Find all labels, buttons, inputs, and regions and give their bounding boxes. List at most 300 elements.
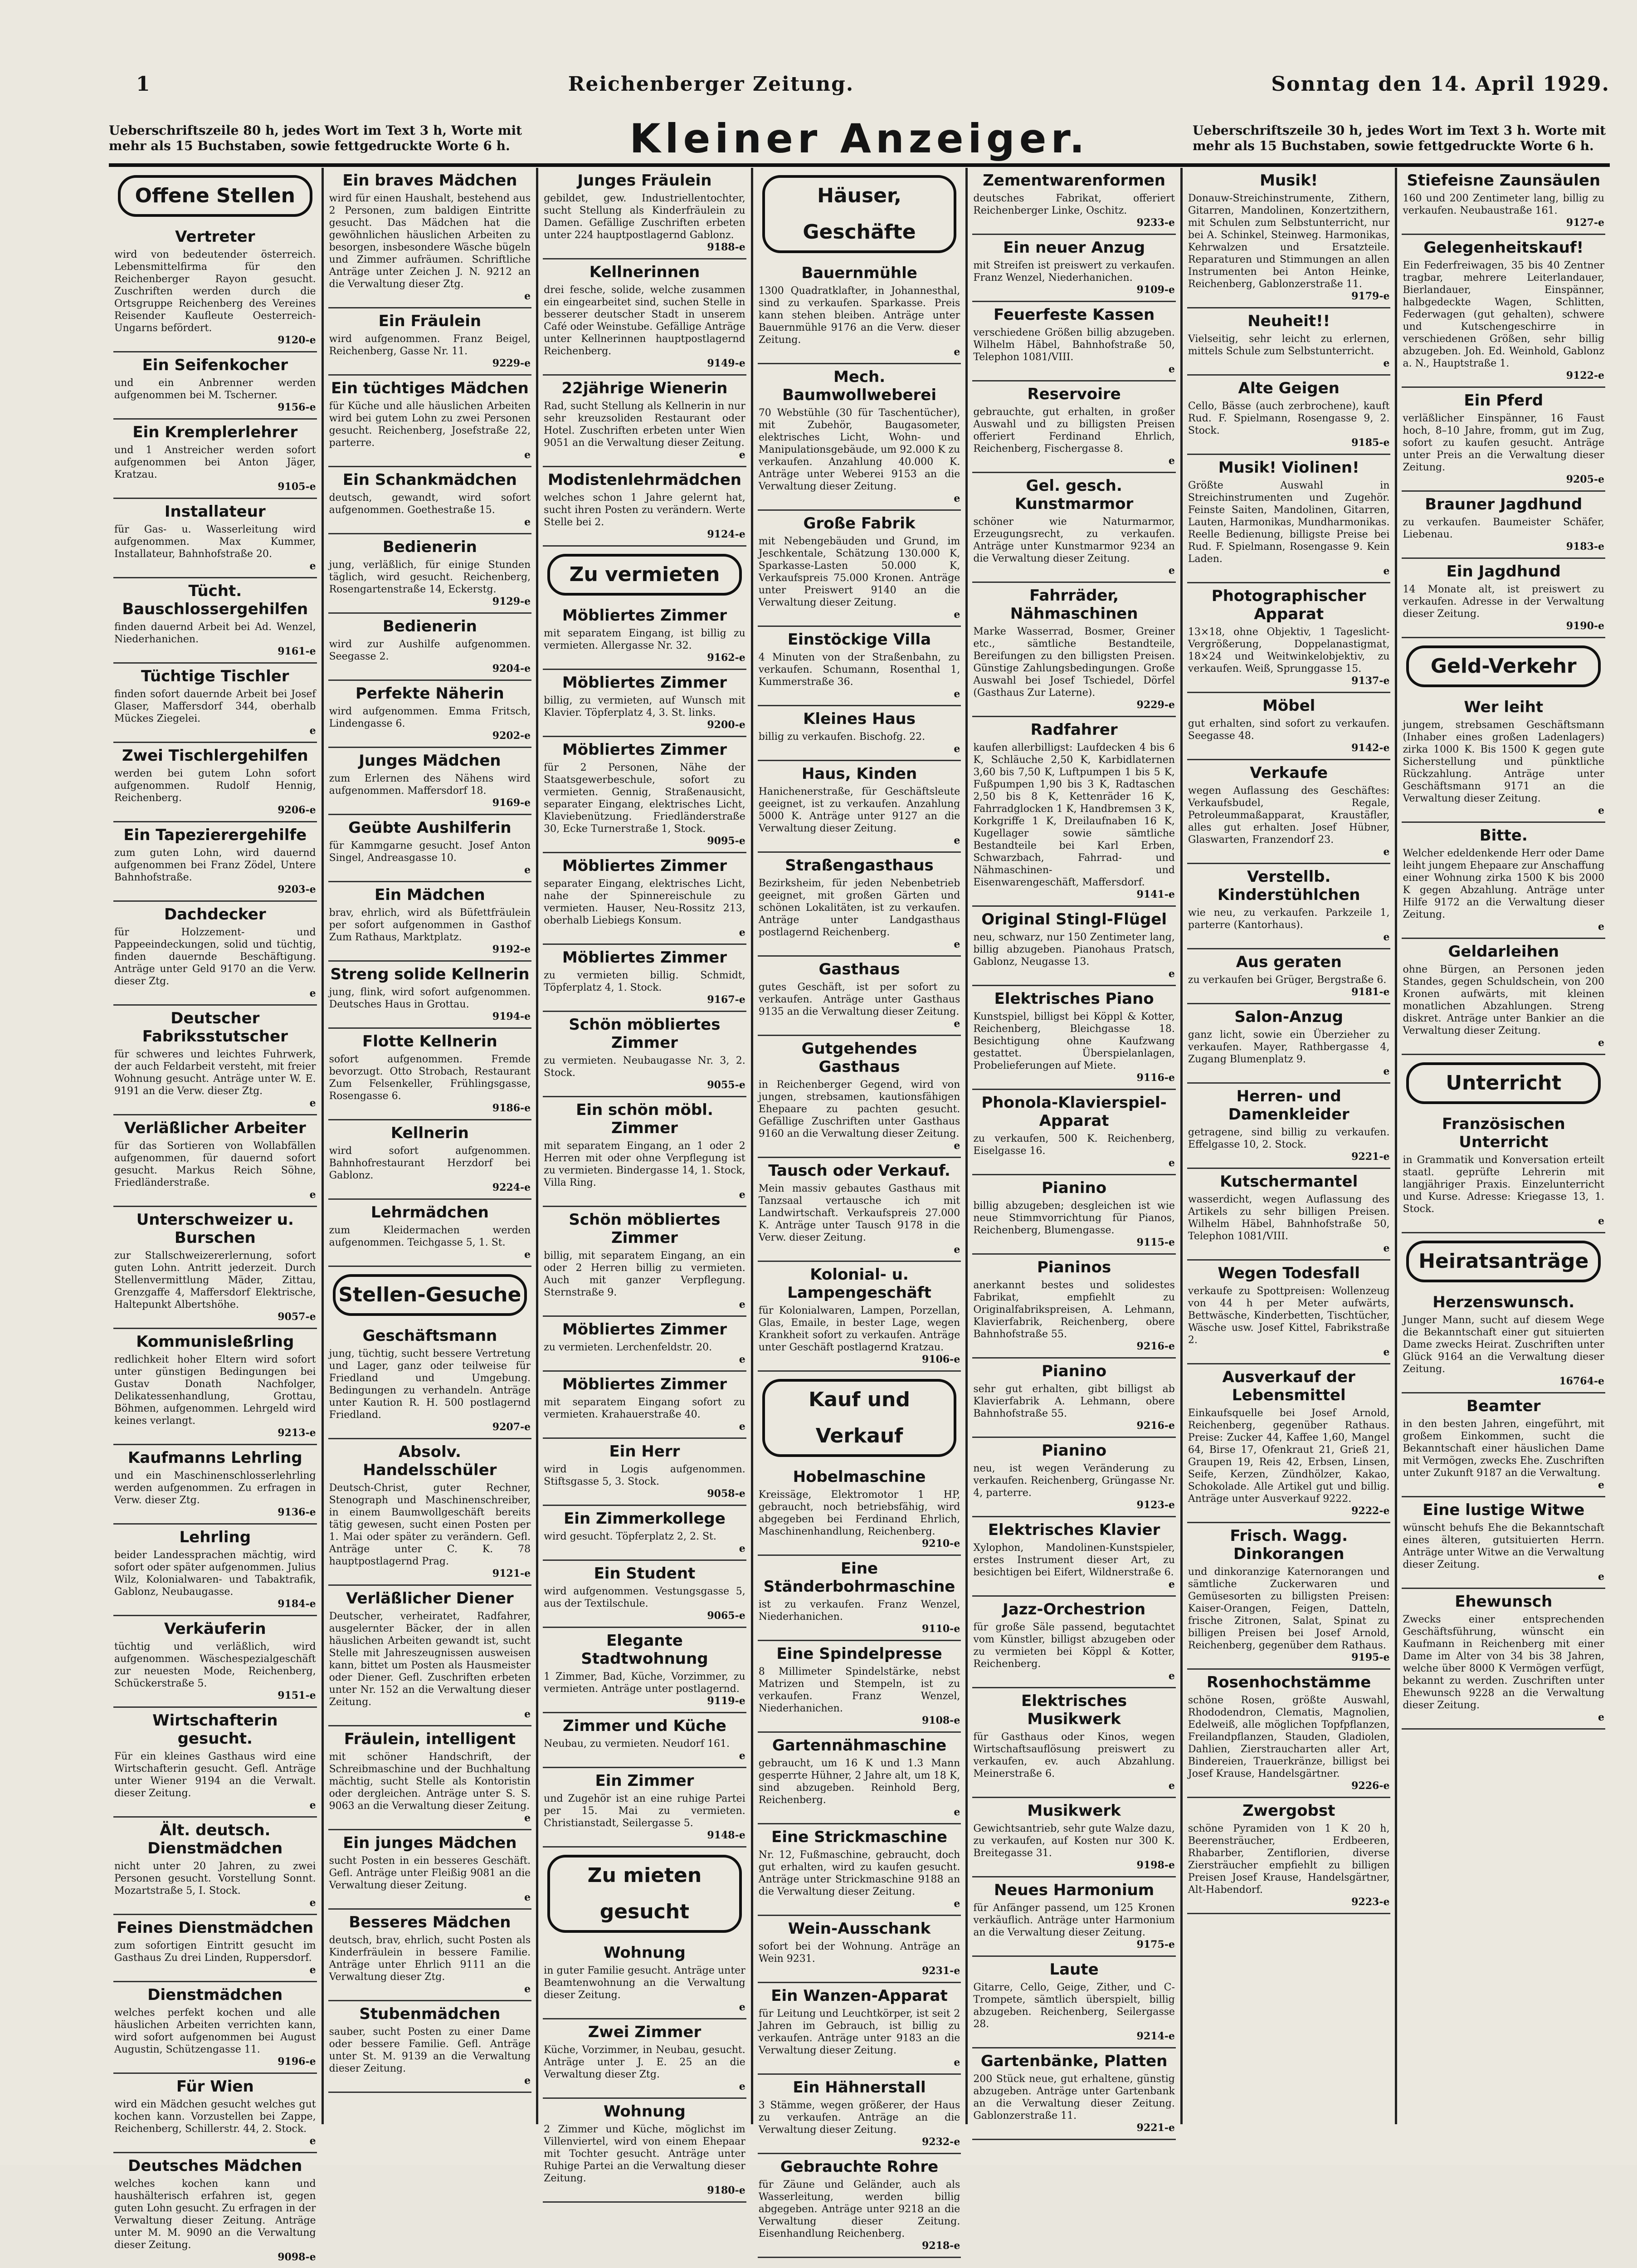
ad-heading: Möbliertes Zimmer: [562, 674, 727, 692]
ad-code: 9179-e: [1351, 290, 1390, 302]
ad-heading: Straßengasthaus: [785, 856, 934, 875]
ad-body: 14 Monate alt, ist preiswert zu verkaufen. Adresse in der Verwaltung dieser Zeitung.: [1403, 584, 1605, 620]
ad-heading: Herren- und Damenkleider: [1228, 1087, 1350, 1124]
classified-ad: [758, 853, 961, 957]
ad-heading: Junges Mädchen: [359, 752, 501, 770]
ad-body: Kreissäge, Elektromotor 1 HP, gebraucht, noch betriebsfähig, wird abgegeben bei Ferdinand Ehrlich, Maschinenhandlung, Reichenberg.: [758, 1489, 960, 1537]
ad-body: finden dauernd Arbeit bei Ad. Wenzel, Niederhanichen.: [114, 621, 316, 645]
classified-ad: [543, 853, 746, 945]
classified-ad: [972, 1090, 1176, 1175]
ad-heading: Gebrauchte Rohre: [780, 2158, 939, 2176]
classified-ad: [328, 614, 532, 681]
classified-ad: [543, 259, 746, 376]
classified-columns: [109, 168, 1610, 2263]
ad-body: wegen Auflassung des Geschäftes: Verkaufsbudel, Regale, Petroleummaßapparat, Kraustäfler, alles gut erhalten. Josef Hübner, Glaswarten, Franzendorf 23.: [1188, 785, 1390, 846]
classified-ad: [1402, 388, 1605, 492]
ad-body: neu, ist wegen Veränderung zu verkaufen. Reichenberg, Grüngasse Nr. 4, parterre.: [973, 1463, 1175, 1499]
column-4: [751, 168, 966, 2252]
classified-ad: [328, 815, 532, 882]
ad-code: 9221-e: [1136, 2122, 1175, 2134]
ad-code: e: [1168, 363, 1175, 375]
classified-ad: [543, 737, 746, 853]
ad-heading: Geübte Aushilferin: [348, 819, 512, 837]
classified-ad: [972, 1877, 1176, 1957]
ad-body: und 1 Anstreicher werden sofort aufgenommen bei Anton Jäger, Kratzau.: [114, 445, 316, 480]
ad-heading: Verläßlicher Diener: [346, 1589, 514, 1608]
ad-code: 9184-e: [278, 1598, 316, 1610]
ad-body: gebildet, gew. Industriellentochter, sucht Stellung als Kinderfräulein zu Damen. Gefällige Zuschriften erbeten unter 224 hauptpostlagernd Gablonz.: [544, 193, 745, 241]
classified-ad: [972, 381, 1176, 473]
ad-body: wie neu, zu verkaufen. Parkzeile 1, parterre (Kantorhaus).: [1188, 907, 1390, 931]
ad-code: 9137-e: [1351, 675, 1390, 687]
ad-body: Gewichtsantrieb, sehr gute Walze dazu, zu verkaufen, auf Kosten nur 300 K. Breitegasse 31.: [973, 1823, 1175, 1859]
ad-body: billig zu verkaufen. Bischofg. 22.: [758, 731, 926, 743]
ad-heading: Gartennähmaschine: [772, 1736, 947, 1755]
section-heading: Zu vermieten: [547, 554, 742, 596]
classified-ad: [543, 603, 746, 670]
ad-heading: Fahrräder, Nähmaschinen: [1010, 587, 1138, 623]
ad-code: 9057-e: [278, 1311, 316, 1323]
ad-code: e: [1598, 1571, 1605, 1583]
ad-body: separater Eingang, elektrisches Licht, nahe der Spinnereischule zu vermieten. Hauser, Neu-Rossitz 213, oberhalb Liebiegs Konsum.: [544, 878, 745, 926]
ad-body: für große Säle passend, begutachtet vom Künstler, billigst abzugeben oder zu vermieten bei Köppl & Kotter, Reichenberg.: [973, 1622, 1175, 1670]
ad-code: e: [524, 290, 531, 302]
classified-ad: [543, 1628, 746, 1713]
ad-code: 9223-e: [1351, 1896, 1390, 1908]
classified-ad: [758, 1158, 961, 1262]
ad-code: 9127-e: [1566, 217, 1605, 229]
ad-code: 9162-e: [707, 652, 745, 664]
ad-heading: Ein Hähnerstall: [793, 2078, 926, 2097]
ad-heading: Neues Harmonium: [994, 1881, 1155, 1899]
ad-body: 2 Zimmer und Küche, möglichst im Villenviertel, wird von einem Ehepaar mit Tochter gesucht. Anträge unter Ruhige Partei an die Verwaltung dieser Zeitung.: [544, 2124, 745, 2184]
column-6: [1180, 168, 1395, 2124]
classified-ad: [972, 1438, 1176, 1517]
ad-code: 9229-e: [492, 357, 531, 369]
ad-code: e: [954, 688, 960, 700]
ad-code: 9129-e: [492, 596, 531, 607]
ad-heading: Wein-Ausschank: [788, 1920, 931, 1938]
classified-ad: [113, 578, 317, 664]
classified-ad: [328, 748, 532, 815]
ad-body: verkaufe zu Spottpreisen: Wollenzeug von 44 h per Meter aufwärts, Bettwäsche, Kinderbetten, Tischtücher, Wäsche usw. Josef Kittel, Fabrikstraße 2.: [1188, 1286, 1390, 1346]
ad-code: e: [739, 1299, 745, 1310]
ad-heading: Dienstmädchen: [147, 1986, 283, 2004]
ad-heading: Jazz-Orchestrion: [1003, 1600, 1146, 1618]
classified-ad: [113, 822, 317, 902]
ad-code: 9185-e: [1351, 437, 1390, 449]
ad-code: 9203-e: [278, 884, 316, 895]
ad-code: 9194-e: [492, 1011, 531, 1022]
ad-body: zu vermieten billig. Schmidt, Töpferplatz 4, 1. Stock.: [544, 970, 745, 993]
ad-heading: Aus geraten: [1236, 953, 1342, 971]
ad-code: e: [1598, 805, 1605, 816]
ad-body: Größte Auswahl in Streichinstrumenten und Zugehör. Feinste Saiten, Mandolinen, Gitarren, Lauten, Harmonikas, Mundharmonikas. Reelle Bedienung, billigste Preise bei Rud. F. Spielmann, Rosengasse 9. Kein Laden.: [1188, 480, 1390, 565]
ad-heading: Elektrisches Piano: [994, 990, 1154, 1008]
ad-heading: Dachdecker: [164, 905, 266, 924]
ad-heading: Haus, Kinden: [801, 765, 917, 783]
section-header: [109, 113, 1610, 167]
classified-ad: [1187, 864, 1391, 949]
section-heading: Offene Stellen: [118, 175, 312, 217]
ad-heading: Musik! Violinen!: [1218, 459, 1359, 477]
classified-ad: [1187, 583, 1391, 693]
classified-ad: [972, 1688, 1176, 1798]
ad-body: gut erhalten, sind sofort zu verkaufen. Seegasse 48.: [1188, 718, 1390, 742]
ad-code: 9108-e: [921, 1715, 960, 1726]
classified-ad: [113, 902, 317, 1006]
ad-body: Junger Mann, sucht auf diesem Wege die Bekanntschaft einer gut situierten Dame zwecks Heirat. Zuschriften unter Glück 9164 an die Verwaltung dieser Zeitung.: [1403, 1315, 1605, 1375]
ad-code: 9232-e: [921, 2136, 960, 2148]
classified-ad: [113, 1115, 317, 1207]
ad-heading: Kommunisleßrling: [136, 1333, 294, 1351]
ad-heading: Möbliertes Zimmer: [562, 948, 727, 967]
classified-ad: [113, 743, 317, 822]
ad-body: gebraucht, um 16 K und 1.3 Mann gesperrte Hühner, 2 Jahre alt, um 18 K, sind abzugeben. Reinhold Berg, Reichenberg.: [758, 1758, 960, 1806]
classified-ad: [1187, 308, 1391, 376]
classified-ad: [113, 1915, 317, 1982]
ad-body: für Kolonialwaren, Lampen, Porzellan, Glas, Emaile, in bester Lage, wegen Krankheit sofort zu verkaufen. Anträge unter Geschäft postlagernd Kratzau.: [758, 1305, 960, 1353]
ad-code: 9124-e: [707, 528, 745, 540]
page-number: 1: [136, 72, 151, 96]
ad-code: 9195-e: [1351, 1652, 1390, 1663]
ad-heading: Zwergobst: [1242, 1802, 1335, 1820]
classified-ad: [1187, 1364, 1391, 1523]
ad-heading: Gelegenheitskauf!: [1423, 239, 1584, 257]
ad-code: e: [1383, 846, 1390, 858]
ad-heading: Deutsches Mädchen: [128, 2157, 302, 2175]
section-heading: Zu mieten gesucht: [547, 1855, 742, 1933]
ad-heading: Verkäuferin: [164, 1620, 266, 1638]
ad-code: e: [309, 2135, 316, 2147]
ad-body: Deutscher, verheiratet, Radfahrer, ausgelernter Bäcker, der in allen häuslichen Arbeiten gewandt ist, sucht Stelle mit Jahreszeugnissen ausweisen kann, bittet um Posten als Hausmeister oder Diener. Gefl. Zuschriften erbeten unter Nr. 152 an die Verwaltung dieser Zeitung.: [329, 1611, 531, 1708]
ad-code: e: [524, 2075, 531, 2087]
ad-code: 9106-e: [921, 1354, 960, 1365]
ad-body: und ein Anbrenner werden aufgenommen bei M. Tscherner.: [114, 377, 316, 401]
ad-code: e: [1383, 1066, 1390, 1077]
classified-ad: [113, 1982, 317, 2074]
ad-body: Mein massiv gebautes Gasthaus mit Tanzsaal vertausche ich mit Landwirtschaft. Verkaufspreis 27.000 K. Anträge unter Tausch 9178 in die Verw. dieser Zeitung.: [758, 1183, 960, 1243]
ad-code: 9198-e: [1136, 1859, 1175, 1871]
ad-code: e: [1383, 565, 1390, 577]
ad-heading: Zimmer und Küche: [563, 1717, 726, 1735]
ad-code: e: [1168, 1579, 1175, 1590]
classified-ad: [758, 1733, 961, 1824]
classified-ad: [1402, 492, 1605, 559]
ad-code: 9218-e: [921, 2240, 960, 2252]
ad-heading: Zementwarenformen: [983, 171, 1165, 190]
ad-code: e: [1168, 455, 1175, 467]
ad-code: 9214-e: [1136, 2030, 1175, 2042]
ad-heading: Mech. Baumwollweberei: [782, 368, 936, 404]
ad-code: 9058-e: [707, 1488, 745, 1500]
classified-ad: [758, 1464, 961, 1556]
ad-body: gutes Geschäft, ist per sofort zu verkaufen. Anträge unter Gasthaus 9135 an die Verwaltung dieser Zeitung.: [758, 982, 960, 1017]
ad-body: mit schöner Handschrift, der Schreibmaschine und der Buchhaltung mächtig, sucht Stelle als Kontoristin oder dergleichen. Anträge unter S. S. 9063 an die Verwaltung dieser Zeitung.: [329, 1751, 531, 1812]
ad-body: Rad, sucht Stellung als Kellnerin in nur sehr kreuzsoliden Restaurant oder Hotel. Zuschriften erbeten unter Wien 9051 an die Verwaltung dieser Zeitung.: [544, 401, 745, 449]
classified-ad: [113, 2153, 317, 2268]
classified-ad: [543, 1012, 746, 1097]
ad-heading: Laute: [1049, 1960, 1099, 1979]
ad-body: wünscht behufs Ehe die Bekanntschaft eines älteren, gutsituierten Herrn. Anträge unter Witwe an die Verwaltung dieser Zeitung.: [1403, 1522, 1605, 1570]
ad-heading: Bitte.: [1479, 826, 1528, 845]
classified-ad: [1187, 168, 1391, 308]
issue-date: Sonntag den 14. April 1929.: [1271, 72, 1610, 96]
ad-body: und ein Maschinenschlosserlehrling werden aufgenommen. Zu erfragen in Verw. dieser Ztg.: [114, 1470, 316, 1506]
ad-body: Einkaufsquelle bei Josef Arnold, Reichenberg, gegenüber Rathaus. Preise: Zucker 44, Kaffee 1,60, Mangel 64, Birse 17, Ofenkraut 21, Grieß 21, Graupen 19, Reis 42, Erbsen, Linsen, Seife, Kerzen, Zündhölzer, Kakao, Schokolade. Alle Artikel gut und billig. Anträge unter Ausverkauf 9222.: [1188, 1408, 1390, 1505]
ad-code: e: [524, 1812, 531, 1824]
ad-code: 9136-e: [278, 1506, 316, 1518]
ad-code: e: [524, 1983, 531, 1995]
ad-body: für Küche und alle häuslichen Arbeiten wird bei gutem Lohn zu zwei Personen gesucht. Reichenberg, Josefstraße 22, parterre.: [329, 401, 531, 449]
ad-code: 9204-e: [492, 663, 531, 675]
ad-heading: Ein Mädchen: [375, 886, 485, 904]
ad-heading: Musikwerk: [1027, 1802, 1121, 1820]
ad-body: mit separatem Eingang, ist billig zu vermieten. Allergasse Nr. 32.: [544, 628, 745, 651]
ad-body: 13×18, ohne Objektiv, 1 Tageslicht-Vergrößerung, Doppelanastigmat, 18×24 und Weitwinkelobjektiv, zu verkaufen. Weiß, Sprunggasse 15.: [1188, 626, 1390, 675]
classified-ad: [758, 364, 961, 511]
ad-code: 9183-e: [1566, 541, 1605, 552]
classified-ad: [113, 1207, 317, 1329]
ad-heading: Tüchtige Tischler: [141, 667, 289, 685]
ad-code: e: [739, 1354, 745, 1365]
ad-code: 9226-e: [1351, 1780, 1390, 1792]
ad-body: Für ein kleines Gasthaus wird eine Wirtschafterin gesucht. Gefl. Anträge unter Wiener 9194 an die Verwalt. dieser Zeitung.: [114, 1751, 316, 1799]
ad-code: e: [1598, 1479, 1605, 1491]
ad-body: Nr. 12, Fußmaschine, gebraucht, doch gut erhalten, wird zu kaufen gesucht. Anträge unter Strickmaschine 9188 an die Verwaltung dieser Zeitung.: [758, 1849, 960, 1897]
classified-ad: [1187, 1261, 1391, 1364]
ad-heading: Große Fabrik: [803, 514, 916, 533]
ad-heading: Junges Fräulein: [577, 171, 712, 190]
ad-code: 9149-e: [707, 357, 745, 369]
classified-ad: [1187, 949, 1391, 1004]
ad-body: billig, zu vermieten, auf Wunsch mit Klavier. Töpferplatz 4, 3. St. links.: [544, 695, 745, 719]
ad-code: 16764-e: [1559, 1375, 1605, 1387]
ad-heading: Geschäftsmann: [362, 1327, 497, 1345]
ad-body: zum Erlernen des Nähens wird aufgenommen. Maffersdorf 18.: [329, 773, 531, 797]
ad-body: Vielseitig, sehr leicht zu erlernen, mittels Schule zum Selbstunterricht.: [1188, 333, 1390, 357]
ad-code: 9110-e: [921, 1623, 960, 1635]
top-line: [136, 68, 1610, 100]
ad-body: Zwecks einer entsprechenden Geschäftsführung, wünscht ein Kaufmann in Reichenberg mit einer Dame im Alter von 34 bis 38 Jahren, welche über 8000 K Vermögen verfügt, bekannt zu werden. Zuschriften unter Ehewunsch 9228 an die Verwaltung dieser Zeitung.: [1403, 1614, 1605, 1711]
ad-code: 9105-e: [278, 481, 316, 493]
ad-heading: Kolonial- u. Lampengeschäft: [787, 1266, 931, 1302]
ad-code: 9210-e: [921, 1538, 960, 1549]
ad-code: 9196-e: [278, 2056, 316, 2068]
ad-code: e: [1383, 1346, 1390, 1358]
classified-ad: [1402, 1290, 1605, 1393]
ad-heading: Radfahrer: [1030, 721, 1118, 739]
ad-code: e: [309, 1964, 316, 1976]
classified-ad: [758, 260, 961, 364]
ad-heading: Ein junges Mädchen: [343, 1834, 517, 1852]
section-heading: Geld-Verkehr: [1406, 645, 1601, 687]
ad-body: für Kammgarne gesucht. Josef Anton Singel, Andreasgasse 10.: [329, 840, 531, 864]
ad-code: 9123-e: [1136, 1499, 1175, 1511]
ad-code: e: [1383, 931, 1390, 943]
ad-body: wird sofort aufgenommen. Bahnhofrestaurant Herzdorf bei Gablonz.: [329, 1145, 531, 1181]
classified-ad: [758, 2075, 961, 2154]
ad-heading: Zwei Tischlergehilfen: [122, 747, 308, 765]
classified-ad: [972, 235, 1176, 302]
ad-heading: Gel. gesch. Kunstmarmor: [1014, 477, 1134, 513]
ad-body: Hanichenerstraße, für Geschäftsleute geeignet, ist zu verkaufen. Anzahlung 5000 K. Anträge unter 9127 an die Verwaltung dieser Zeitung.: [758, 786, 960, 834]
classified-ad: [328, 1726, 532, 1830]
ad-heading: Deutscher Fabriksstutscher: [142, 1009, 288, 1046]
ad-body: 4 Minuten von der Straßenbahn, zu verkaufen. Schumann, Rosenthal 1, Kummerstraße 36.: [758, 652, 960, 688]
classified-ad: [1187, 760, 1391, 864]
classified-ad: [758, 1641, 961, 1733]
ad-body: nicht unter 20 Jahren, zu zwei Personen gesucht. Vorstellung Sonnt. Mozartstraße 5, I. Stock.: [114, 1861, 316, 1897]
ad-code: e: [1168, 968, 1175, 980]
ad-heading: Beamter: [1466, 1397, 1541, 1415]
ad-heading: Ein Jagdhund: [1446, 562, 1561, 581]
ad-body: schöne Pyramiden von 1 K 20 h, Beerensträucher, Erdbeeren, Rhabarber, Zentiflorien, diverse Ziersträucher empfiehlt zu billigen Preisen Josef Krause, Handelsgärtner, Alt-Habendorf.: [1188, 1823, 1390, 1896]
column-5: [965, 168, 1180, 2134]
ad-heading: Französischen Unterricht: [1442, 1115, 1565, 1151]
ad-body: mit separatem Eingang sofort zu vermieten. Krahauerstraße 40.: [544, 1397, 745, 1420]
ad-heading: Modistenlehrmädchen: [547, 471, 741, 489]
classified-ad: [543, 1561, 746, 1628]
classified-ad: [113, 499, 317, 578]
ad-code: e: [954, 938, 960, 950]
ad-code: 9206-e: [278, 804, 316, 816]
ad-body: ist zu verkaufen. Franz Wenzel, Niederhanichen.: [758, 1599, 960, 1623]
ad-code: 9213-e: [278, 1427, 316, 1439]
ad-code: e: [739, 1421, 745, 1432]
classified-ad: [543, 2019, 746, 2099]
classified-ad: [758, 1036, 961, 1158]
classified-ad: [543, 670, 746, 737]
classified-ad: [328, 962, 532, 1029]
classified-ad: [1402, 235, 1605, 388]
ad-body: deutsch, brav, ehrlich, sucht Posten als Kinderfräulein in bessere Familie. Anträge unter Ehrlich 9111 an die Verwaltung dieser Ztg.: [329, 1935, 531, 1983]
ad-code: 9175-e: [1136, 1939, 1175, 1950]
classified-ad: [1402, 1393, 1605, 1497]
ad-body: Gitarre, Cello, Geige, Zither, und C-Trompete, sämtlich überspielt, billig abzugeben. Reichenberg, Seilergasse 28.: [973, 1982, 1175, 2030]
ad-heading: Wohnung: [604, 1944, 686, 1962]
ad-heading: Wohnung: [604, 2102, 686, 2121]
ad-heading: Ehewunsch: [1455, 1593, 1553, 1611]
ad-heading: Gasthaus: [818, 960, 900, 978]
ad-code: 9115-e: [1136, 1237, 1175, 1248]
ad-code: 9065-e: [707, 1610, 745, 1622]
ad-heading: Stubenmädchen: [359, 2005, 501, 2023]
ad-heading: Ein Zimmerkollege: [564, 1510, 726, 1528]
ad-heading: Vertreter: [175, 228, 255, 246]
ad-heading: Verkaufe: [1250, 764, 1328, 782]
ad-body: verläßlicher Einspänner, 16 Faust hoch, 8–10 Jahre, fromm, gut im Zug, sofort zu kaufen gesucht. Anträge unter Preis an die Verwaltung dieser Zeitung.: [1403, 413, 1605, 473]
classified-ad: [113, 224, 317, 352]
ad-body: jung, flink, wird sofort aufgenommen. Deutsches Haus in Grottau.: [329, 987, 531, 1010]
ad-code: 9222-e: [1351, 1505, 1390, 1517]
ad-code: 9205-e: [1566, 474, 1605, 485]
classified-ad: [113, 1616, 317, 1708]
ad-heading: Elektrisches Musikwerk: [1021, 1692, 1127, 1728]
classified-ad: [113, 1006, 317, 1115]
ad-heading: Möbliertes Zimmer: [562, 1320, 727, 1339]
ad-heading: Ein braves Mädchen: [342, 171, 517, 190]
ad-body: deutsch, gewandt, wird sofort aufgenommen. Goethestraße 15.: [329, 492, 531, 516]
ad-code: e: [1598, 1037, 1605, 1049]
classified-ad: [328, 534, 532, 614]
ad-heading: Ausverkauf der Lebensmittel: [1222, 1368, 1355, 1404]
ad-body: jung, verläßlich, für einige Stunden täglich, wird gesucht. Reichenberg, Rosengartenstraße 14, Eckerstg.: [329, 559, 531, 595]
ad-heading: Pianinos: [1037, 1258, 1111, 1276]
ad-code: e: [1168, 1780, 1175, 1792]
classified-ad: [328, 681, 532, 748]
ad-code: 9192-e: [492, 943, 531, 955]
ad-heading: Wirtschafterin gesucht.: [152, 1711, 278, 1748]
ad-code: e: [739, 449, 745, 461]
ad-code: 9156-e: [278, 401, 316, 413]
ad-heading: Möbliertes Zimmer: [562, 606, 727, 625]
ad-heading: Ein neuer Anzug: [1003, 239, 1145, 257]
ad-body: ganz licht, sowie ein Überzieher zu verkaufen. Mayer, Rathbergasse 4, Zugang Blumenplatz 9.: [1188, 1029, 1390, 1065]
masthead: Reichenberger Zeitung.: [568, 72, 854, 96]
ad-code: 9148-e: [707, 1829, 745, 1841]
ad-heading: Flotte Kellnerin: [362, 1032, 497, 1051]
ad-code: e: [1598, 921, 1605, 933]
ad-code: 9231-e: [921, 1965, 960, 1977]
classified-ad: [758, 1983, 961, 2075]
ad-heading: Möbliertes Zimmer: [562, 857, 727, 875]
ad-body: wird in Logis aufgenommen. Stiftsgasse 5, 3. Stock.: [544, 1464, 745, 1487]
ad-body: Xylophon, Mandolinen-Kunstspieler, erstes Instrument dieser Art, zu besichtigen bei Eifert, Wildnerstraße 6.: [973, 1542, 1175, 1578]
ad-body: billig abzugeben; desgleichen ist wie neue Stimmvorrichtung für Pianos, Reichenberg, Blumengasse.: [973, 1200, 1175, 1236]
ad-heading: Verstellb. Kinderstühlchen: [1217, 868, 1360, 904]
ad-code: 9186-e: [492, 1102, 531, 1114]
ad-heading: Zwei Zimmer: [588, 2023, 702, 2041]
ad-code: 9224-e: [492, 1182, 531, 1193]
classified-ad: [113, 1525, 317, 1616]
ad-heading: Schön möbliertes Zimmer: [569, 1211, 721, 1247]
section-heading: Kauf und Verkauf: [762, 1379, 957, 1457]
ad-body: schöne Rosen, größte Auswahl, Rhododendron, Clematis, Magnolien, Edelweiß, alle möglichen Topfpflanzen, Freilandpflanzen, Stauden, Gladiolen, Dahlien, Zierstraucharten aller Art, Bindereien, Trauerkränze, billigst bei Josef Krause, Handelsgärtner.: [1188, 1695, 1390, 1779]
ad-code: 9121-e: [492, 1568, 531, 1579]
ad-code: 9055-e: [707, 1079, 745, 1091]
classified-ad: [972, 1597, 1176, 1688]
ad-heading: Ein Schankmädchen: [342, 471, 517, 489]
classified-ad: [328, 1200, 532, 1267]
ad-code: e: [309, 1097, 316, 1109]
ad-heading: Rosenhochstämme: [1207, 1673, 1371, 1691]
ad-body: zum sofortigen Eintritt gesucht im Gasthaus Zu drei Linden, Ruppersdorf.: [114, 1940, 316, 1964]
ad-heading: Kaufmanns Lehrling: [127, 1449, 302, 1467]
ad-heading: Eine Spindelpresse: [776, 1645, 942, 1663]
ad-heading: Ein Tapezierergehilfe: [123, 826, 307, 844]
ad-heading: Ein tüchtiges Mädchen: [331, 379, 529, 397]
ad-body: mit separatem Eingang, an 1 oder 2 Herren mit oder ohne Verpflegung ist zu vermieten. Bindergasse 14, 1. Stock, Villa Ring.: [544, 1140, 745, 1188]
classified-ad: [113, 352, 317, 420]
ad-heading: Ein Student: [594, 1564, 696, 1583]
ad-body: Marke Wasserrad, Bosmer, Greiner etc., sämtliche Bestandteile, Bereifungen zu den billigsten Preisen. Günstige Zahlungsbedingungen. Große Auswahl bei Josef Tschiedel, Dörfel (Gasthaus Zur Laterne).: [973, 626, 1175, 699]
ad-code: 9119-e: [707, 1695, 745, 1707]
ad-code: e: [524, 864, 531, 876]
ad-body: welches kochen kann und haushälterisch erfahren ist, gegen guten Lohn gesucht. Zu erfragen in der Verwaltung dieser Zeitung. Anträge unter M. M. 9090 an die Verwaltung dieser Zeitung.: [114, 2178, 316, 2251]
classified-ad: [972, 583, 1176, 717]
ad-code: e: [524, 516, 531, 528]
classified-ad: [972, 1798, 1176, 1877]
classified-ad: [113, 420, 317, 499]
ad-heading: Ein schön möbl. Zimmer: [576, 1101, 713, 1137]
classified-ad: [758, 1556, 961, 1641]
classified-ad: [328, 1586, 532, 1726]
column-1: [109, 168, 322, 2263]
ad-code: e: [739, 1189, 745, 1201]
ad-body: 1300 Quadratklafter, in Johannesthal, sind zu verkaufen. Sparkasse. Preis kann stehen bleiben. Anträge unter Bauernmühle 9176 an die Verw. dieser Zeitung.: [758, 285, 960, 346]
ad-heading: Salon-Anzug: [1234, 1008, 1343, 1026]
